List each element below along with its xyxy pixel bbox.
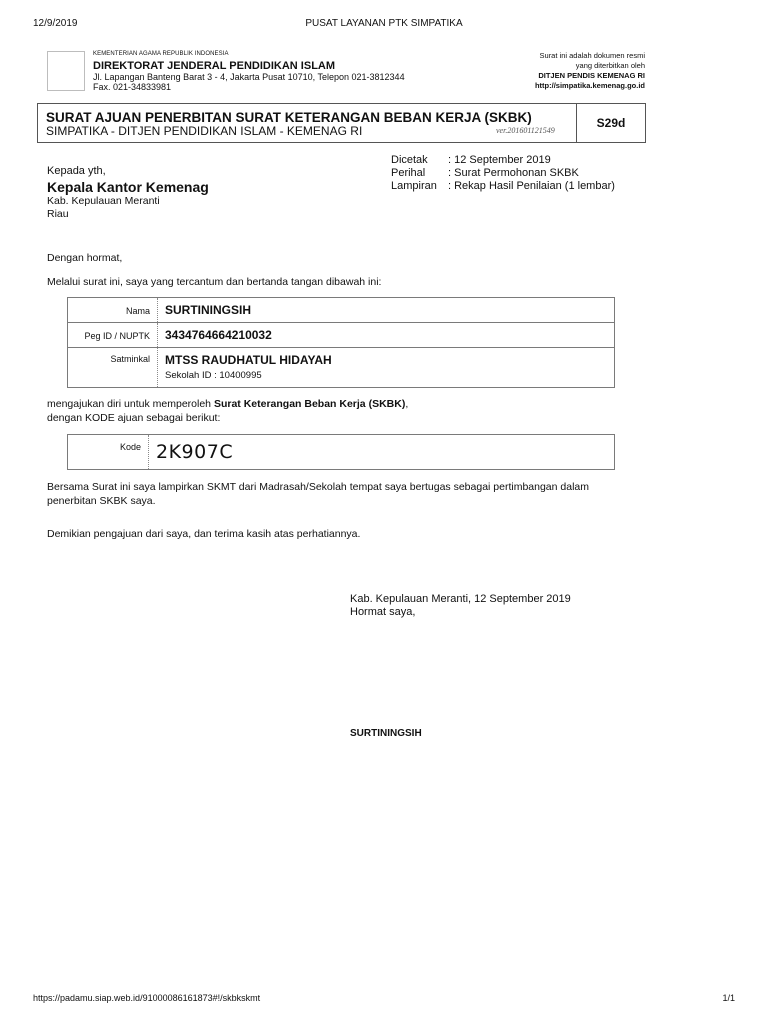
address-line: Jl. Lapangan Banteng Barat 3 - 4, Jakarta Pusat 10710, Telepon 021-3812344 xyxy=(93,72,405,82)
recipient-regency: Kab. Kepulauan Meranti xyxy=(47,195,160,207)
applicant-name: SURTININGSIH xyxy=(165,303,252,317)
request-suffix: , xyxy=(405,398,409,410)
code-box xyxy=(67,434,615,470)
cell-divider xyxy=(157,323,158,347)
request-document-name: Surat Keterangan Beban Kerja (SKBK) xyxy=(213,398,406,410)
print-page-number: 1/1 xyxy=(722,993,735,1003)
request-paragraph xyxy=(47,397,647,411)
official-document-note xyxy=(535,51,645,91)
table-row xyxy=(68,298,614,323)
meta-subject xyxy=(391,167,615,180)
cell-divider xyxy=(157,348,158,387)
intro-paragraph: Melalui surat ini, saya yang tercantum dan bertanda tangan dibawah ini: xyxy=(47,276,382,288)
print-date: 12/9/2019 xyxy=(33,18,78,29)
recipient-office: Kepala Kantor Kemenag xyxy=(47,179,209,195)
directorate-name: DIREKTORAT JENDERAL PENDIDIKAN ISLAM xyxy=(93,60,336,72)
print-page-title: PUSAT LAYANAN PTK SIMPATIKA xyxy=(305,18,463,29)
recipient-greeting: Kepada yth, xyxy=(47,165,106,177)
table-row xyxy=(68,323,614,348)
recipient-block xyxy=(47,165,209,221)
paragraph-line: Bersama Surat ini saya lampirkan SKMT dari Madrasah/Sekolah tempat saya bertugas sebagai pertimbangan dalam xyxy=(47,481,590,493)
meta-printed xyxy=(391,154,615,167)
request-text: mengajukan diri untuk memperoleh xyxy=(47,398,214,410)
cell-divider xyxy=(157,298,158,322)
letter-meta xyxy=(391,154,615,193)
meta-label: Perihal xyxy=(391,167,426,179)
applicant-id: 3434764664210032 xyxy=(165,328,272,342)
school-id: Sekolah ID : 10400995 xyxy=(165,370,262,381)
fax-line: Fax. 021-34833981 xyxy=(93,82,172,92)
meta-value: : 12 September 2019 xyxy=(448,154,551,166)
code-intro: dengan KODE ajuan sebagai berikut: xyxy=(47,412,221,424)
print-url: https://padamu.siap.web.id/91000086161873#!/skbkskmt xyxy=(33,993,261,1003)
ministry-name: KEMENTERIAN AGAMA REPUBLIK INDONESIA xyxy=(93,51,229,57)
submission-code: 2K907C xyxy=(156,441,234,463)
signature-regards: Hormat saya, xyxy=(350,606,416,618)
form-code: S29d xyxy=(576,104,645,142)
note-line: yang diterbitkan oleh xyxy=(575,61,645,70)
note-line: Surat ini adalah dokumen resmi xyxy=(539,51,645,60)
school-name: MTSS RAUDHATUL HIDAYAH xyxy=(165,353,332,367)
letter-title-box xyxy=(37,103,646,143)
school-label: Satminkal xyxy=(110,354,150,364)
salutation: Dengan hormat, xyxy=(47,252,123,264)
applicant-table xyxy=(67,297,615,388)
id-label: Peg ID / NUPTK xyxy=(84,331,150,341)
meta-attachment xyxy=(391,180,615,193)
meta-label: Lampiran xyxy=(391,180,437,192)
directorate-address xyxy=(93,72,405,92)
letter-title: SURAT AJUAN PENERBITAN SURAT KETERANGAN BEBAN KERJA (SKBK) xyxy=(46,110,532,125)
note-url: http://simpatika.kemenag.go.id xyxy=(534,81,645,90)
table-row xyxy=(68,348,614,387)
note-issuer: DITJEN PENDIS KEMENAG RI xyxy=(538,71,645,80)
cell-divider xyxy=(148,435,149,469)
institution-logo-icon xyxy=(47,51,85,91)
name-label: Nama xyxy=(125,306,150,316)
closing-paragraph: Demikian pengajuan dari saya, dan terima kasih atas perhatiannya. xyxy=(47,528,361,540)
version-label: ver.201601121549 xyxy=(496,126,555,135)
signature-place-date: Kab. Kepulauan Meranti, 12 September 2019 xyxy=(350,593,571,605)
code-label: Kode xyxy=(119,442,141,452)
meta-value: : Rekap Hasil Penilaian (1 lembar) xyxy=(448,180,615,192)
letter-subtitle: SIMPATIKA - DITJEN PENDIDIKAN ISLAM - KEMENAG RI xyxy=(46,124,363,138)
attachment-paragraph xyxy=(47,480,647,508)
paragraph-line: penerbitan SKBK saya. xyxy=(47,495,156,507)
meta-value: : Surat Permohonan SKBK xyxy=(448,167,579,179)
recipient-province: Riau xyxy=(47,208,69,220)
signer-name: SURTININGSIH xyxy=(350,728,422,739)
meta-label: Dicetak xyxy=(391,154,428,166)
